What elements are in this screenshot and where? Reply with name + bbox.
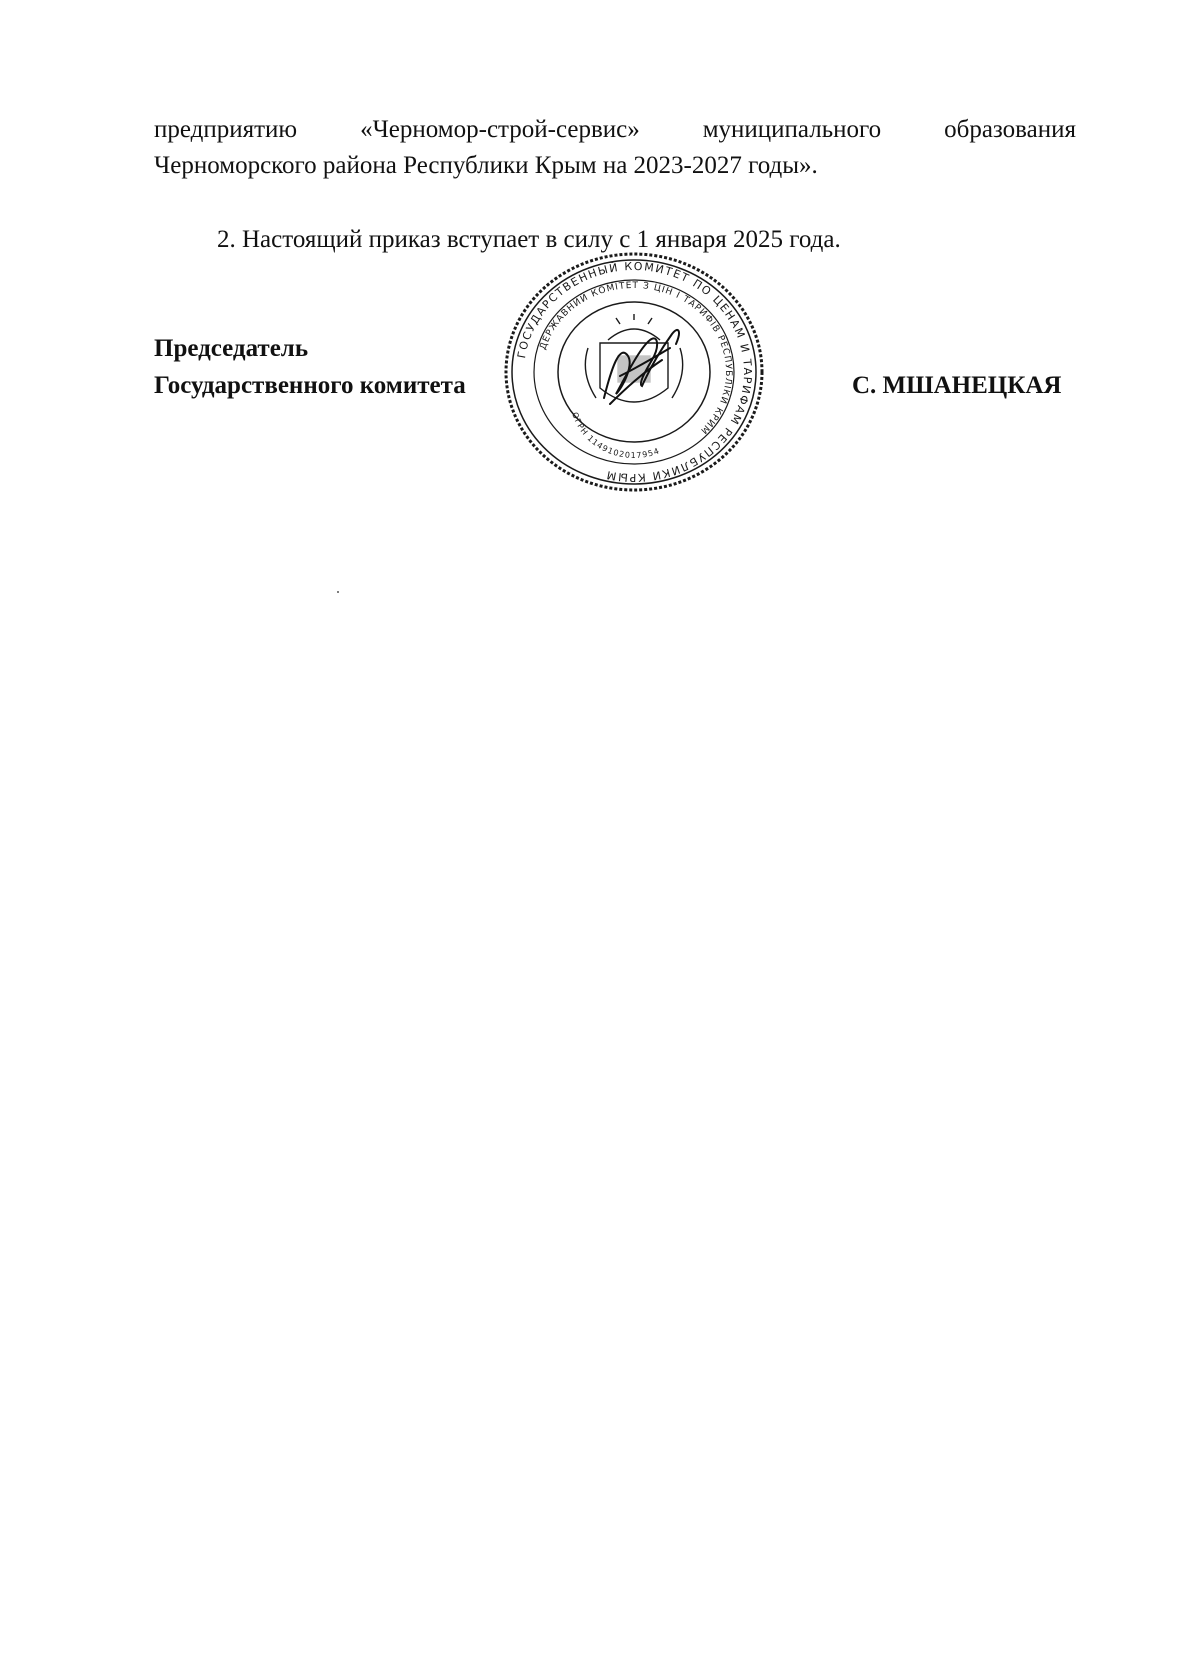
signatory-title-line-2: Государственного комитета (154, 372, 466, 399)
paragraph-continuation (154, 112, 1076, 184)
seal-emblem-icon (585, 314, 682, 402)
signatory-title-line-1: Председатель (154, 335, 309, 362)
word: предприятию (154, 116, 298, 143)
seal-inner-text: ДЕРЖАВНИЙ КОМІТЕТ З ЦІН І ТАРИФІВ РЕСПУБЛІКИ КРИМ (538, 280, 734, 436)
scan-artifact-dot (337, 591, 339, 593)
svg-text:ОГРН 1149102017954 (570, 411, 661, 460)
word: образования (944, 116, 1076, 143)
word: «Черномор-строй-сервис» (360, 116, 640, 143)
official-seal (500, 248, 768, 496)
paragraph-line-2: Черноморского района Республики Крым на 2023-2027 годы». (154, 152, 818, 179)
seal-registry-text: ОГРН 1149102017954 (570, 411, 662, 461)
signatory-name: С. МШАНЕЦКАЯ (852, 372, 1062, 399)
word: муниципального (702, 116, 882, 143)
signatory-title (154, 330, 466, 404)
paragraph-line-1 (154, 112, 1076, 148)
seal-outer-text: ГОСУДАРСТВЕННЫЙ КОМИТЕТ ПО ЦЕНАМ И ТАРИФАМ РЕСПУБЛИКИ КРЫМ (515, 259, 755, 485)
paragraph-effective-date: 2. Настоящий приказ вступает в силу с 1 января 2025 года. (217, 226, 841, 253)
